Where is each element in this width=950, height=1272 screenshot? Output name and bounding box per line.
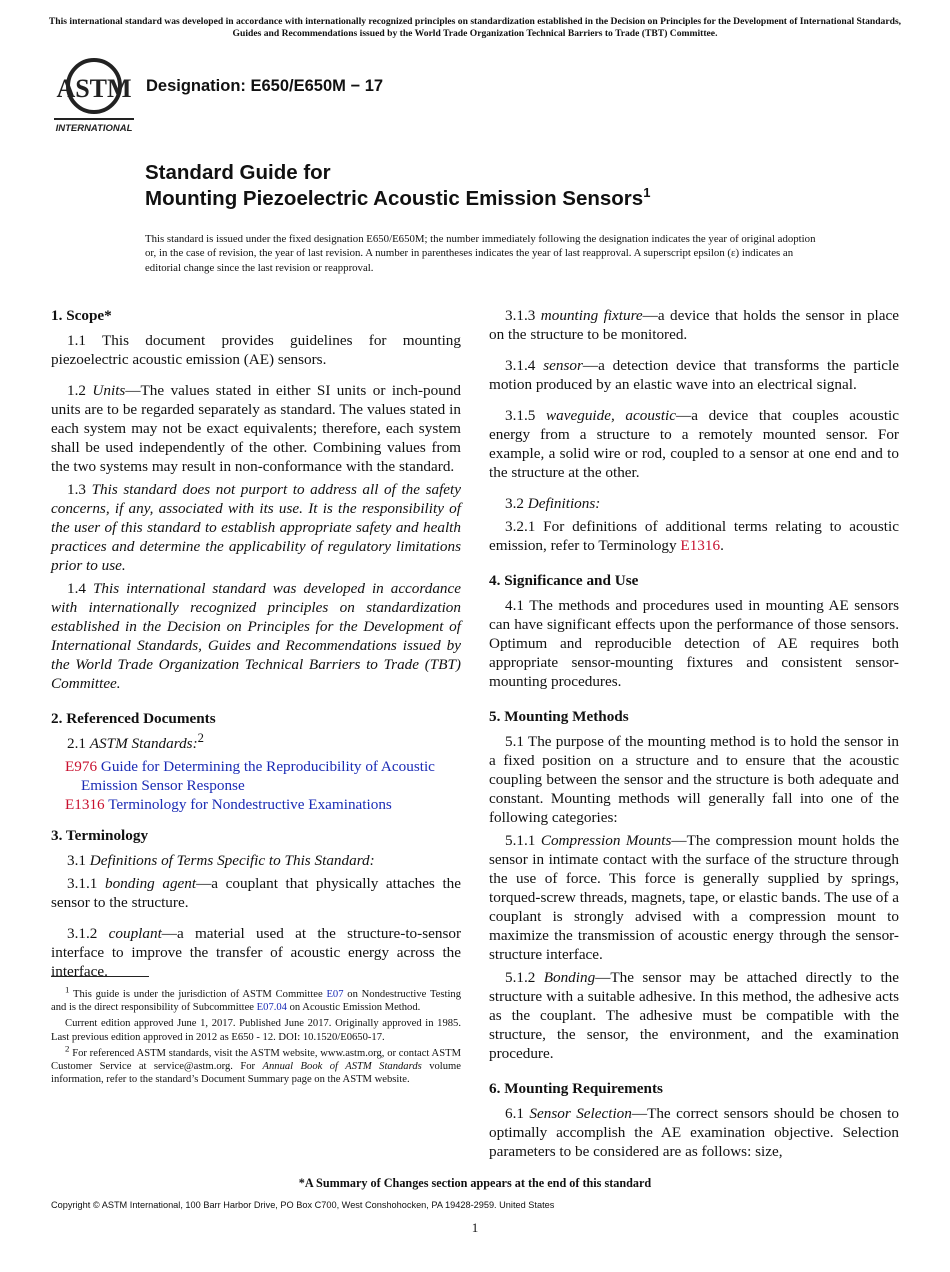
section-4-heading: 4. Significance and Use (489, 572, 639, 589)
left-column (51, 306, 461, 985)
para-1-2 (51, 381, 461, 476)
committee-link-e07[interactable]: E07 (326, 989, 344, 1000)
para-term: Units (92, 382, 126, 399)
reference-link-e1316[interactable]: E1316 (680, 537, 721, 554)
para-text-end: . (720, 537, 724, 554)
para-term: mounting fixture (540, 307, 643, 324)
copyright: Copyright © ASTM International, 100 Barr Harbor Drive, PO Box C700, West Conshohocken, PA 19428-2959. United States (51, 1200, 555, 1210)
para-text: —The compression mount holds the sensor in intimate contact with the surface of the structure through the use of force. This force is generally supplied by springs, torqued-screw threads, magnets, tape, or elastic bands. The use of a couplant is strongly advised with a compression mount to maximize the transmission of acoustic energy through the sensor-structure interface. (489, 832, 899, 963)
para-3-1-3 (489, 306, 899, 344)
para-term: bonding agent (104, 875, 197, 892)
para-number: 2.1 (67, 735, 90, 752)
para-term: Definitions: (527, 495, 601, 512)
title-text: Mounting Piezoelectric Acoustic Emission Sensors (145, 187, 644, 210)
para-text: —a couplant that physically attaches the sensor to the structure. (51, 875, 461, 911)
footnote-text: For referenced ASTM standards, visit the ASTM website, www.astm.org, or contact ASTM Customer Service at service@astm.org. For (51, 1047, 461, 1073)
para-text: —The sensor may be attached directly to the structure with a suitable adhesive. In this method, the adhesive acts as the couplant. The adhesive must be compatible with the structure, the sensor, the environment, and the examination procedure. (489, 969, 899, 1062)
reference-code[interactable]: E976 (65, 758, 98, 775)
para-number: 3.1 (67, 852, 90, 869)
para-2-1 (51, 730, 461, 753)
para-3-2-1 (489, 517, 899, 555)
para-6-1 (489, 1104, 899, 1161)
astm-logo-graphic (52, 56, 136, 134)
para-4-1: 4.1 The methods and procedures used in mounting AE sensors can have significant effects upon the performance of those sensors. Optimum and reproducible detection of AE requires both appropriate sensor-mounting fixtures and consistent sensor-mounting procedures. (489, 597, 899, 690)
para-text: This standard does not purport to address all of the safety concerns, if any, associated with its use. It is the responsibility of the user of this standard to establish appropriate safety and health practices and determine the applicability of regulatory limitations prior to use. (51, 481, 462, 574)
title-line-2 (145, 186, 650, 212)
logo-subtitle: INTERNATIONAL (55, 123, 133, 134)
para-text: —a material used at the structure-to-sensor interface to improve the transfer of acoustic energy across the interface. (51, 925, 462, 980)
para-3-1 (51, 851, 461, 870)
para-text: —a device that holds the sensor in place on the structure to be monitored. (489, 307, 899, 343)
para-text: 3.2.1 For definitions of additional terms relating to acoustic emission, refer to Terminology (489, 518, 899, 554)
footnote-text: on Nondestructive Testing and is the direct responsibility of Subcommittee (51, 989, 461, 1014)
section-1-heading: 1. Scope* (51, 307, 112, 324)
reference-title[interactable]: Guide for Determining the Reproducibility of Acoustic Emission Sensor Response (81, 758, 435, 794)
right-column (489, 306, 899, 1165)
astm-logo (52, 56, 136, 134)
para-text: —The correct sensors should be chosen to optimally accomplish the AE examination objective. Selection parameters to be considered are as follows: size, (489, 1105, 899, 1160)
footnote-edition: Current edition approved June 1, 2017. Published June 2017. Originally approved in 1985. Last previous edition approved in 2012 as E650 - 12. DOI: 10.1520/E0650-17. (51, 1018, 461, 1043)
para-text: —a detection device that transforms the particle motion produced by an elastic wave into an electrical signal. (489, 357, 899, 393)
para-text: This international standard was developed in accordance with internationally recognized principles on standardization established in the Decision on Principles for the Development of International Standards, Guides and Recommendations issued by the World Trade Organization Technical Barriers to Trade (TBT) Committee. (51, 580, 462, 692)
para-term: Bonding (543, 969, 596, 986)
para-term: Sensor Selection (529, 1105, 632, 1122)
para-3-1-4 (489, 356, 899, 394)
para-number: 1.3 (67, 481, 92, 498)
para-term: waveguide, acoustic (546, 407, 677, 424)
para-number: 5.1.2 (505, 969, 544, 986)
header-note: This international standard was developed in accordance with internationally recognized principles on standardization established in the Decision on Principles for the Development of International Standards, Guides and Recommendations issued by the World Trade Organization Technical Barriers to Trade (TBT) Committee. (48, 16, 902, 39)
para-3-2 (489, 494, 899, 513)
issued-note: This standard is issued under the fixed designation E650/E650M; the number immediately following the designation indicates the year of original adoption or, in the case of revision, the year of last revision. A number in parentheses indicates the year of last reapproval. A superscript epsilon (ε) indicates an editorial change since the last revision or reapproval. (145, 233, 816, 274)
footnote-1 (51, 984, 461, 1014)
para-3-1-2 (51, 924, 461, 981)
para-number: 5.1.1 (505, 832, 541, 849)
footnote-marker: 1 (65, 984, 70, 995)
title-line-1: Standard Guide for (145, 161, 331, 184)
para-text: —The values stated in either SI units or inch-pound units are to be regarded separately as standard. The values stated in each system may not be exact equivalents; therefore, each system shall be used independently of the other. Combining values from the two systems may result in non-conformance with the standard. (51, 382, 462, 475)
para-text: —a device that couples acoustic energy from a structure to a remotely mounted sensor. For example, a solid wire or rod, coupled to a sensor at one end and to the structure at the other. (489, 407, 900, 481)
reference-e1316 (51, 795, 461, 814)
footnote-2 (51, 1043, 461, 1087)
para-number: 3.1.5 (505, 407, 547, 424)
designation: Designation: E650/E650M − 17 (146, 77, 384, 95)
para-number: 3.1.2 (67, 925, 109, 942)
summary-of-changes-note: *A Summary of Changes section appears at the end of this standard (298, 1176, 652, 1190)
reference-title[interactable]: Terminology for Nondestructive Examinations (108, 796, 392, 813)
document-title (145, 160, 650, 212)
para-term: couplant (108, 925, 162, 942)
para-term: Definitions of Terms Specific to This Standard: (89, 852, 375, 869)
footnote-divider (51, 976, 149, 977)
footnote-text: on Acoustic Emission Method. (286, 1002, 421, 1014)
footnote-text: volume information, refer to the standard’s Document Summary page on the ASTM website. (51, 1061, 461, 1086)
para-5-1: 5.1 The purpose of the mounting method is to hold the sensor in a fixed position on a structure and to ensure that the acoustic coupling between the sensor and the structure is both adequate and constant. Mounting methods will generally fall into one of the following categories: (489, 733, 899, 826)
section-2-heading: 2. Referenced Documents (51, 710, 216, 727)
para-number: 3.2 (505, 495, 528, 512)
reference-code[interactable]: E1316 (65, 796, 105, 813)
reference-e976 (51, 757, 461, 795)
para-number: 6.1 (505, 1105, 530, 1122)
section-3-heading: 3. Terminology (51, 827, 149, 844)
para-term: sensor (543, 357, 583, 374)
footnote-text: This guide is under the jurisdiction of ASTM Committee (69, 989, 327, 1000)
para-1-3 (51, 480, 461, 575)
para-5-1-2 (489, 968, 899, 1063)
subcommittee-link-e07-04[interactable]: E07.04 (256, 1002, 287, 1014)
para-number: 1.2 (67, 382, 93, 399)
logo-letters: ASTM (56, 74, 132, 103)
para-3-1-5 (489, 406, 899, 482)
page-number: 1 (471, 1220, 479, 1235)
para-3-1-1 (51, 874, 461, 912)
footnote-marker: 2 (65, 1043, 70, 1054)
title-footnote-marker: 1 (643, 185, 651, 201)
footnote-italic: Annual Book of ASTM Standards (262, 1061, 422, 1073)
para-number: 3.1.3 (505, 307, 541, 324)
footnotes (51, 984, 461, 1089)
para-1-1: 1.1 This document provides guidelines for mounting piezoelectric acoustic emission (AE) sensors. (51, 332, 461, 368)
para-5-1-1 (489, 831, 899, 964)
section-5-heading: 5. Mounting Methods (489, 708, 629, 725)
section-6-heading: 6. Mounting Requirements (489, 1080, 663, 1097)
para-number: 3.1.4 (505, 357, 544, 374)
para-term: Compression Mounts (540, 832, 672, 849)
para-number: 1.4 (67, 580, 93, 597)
para-number: 3.1.1 (67, 875, 105, 892)
para-term: ASTM Standards: (89, 735, 198, 752)
para-1-4 (51, 579, 461, 693)
footnote-marker: 2 (197, 730, 204, 745)
